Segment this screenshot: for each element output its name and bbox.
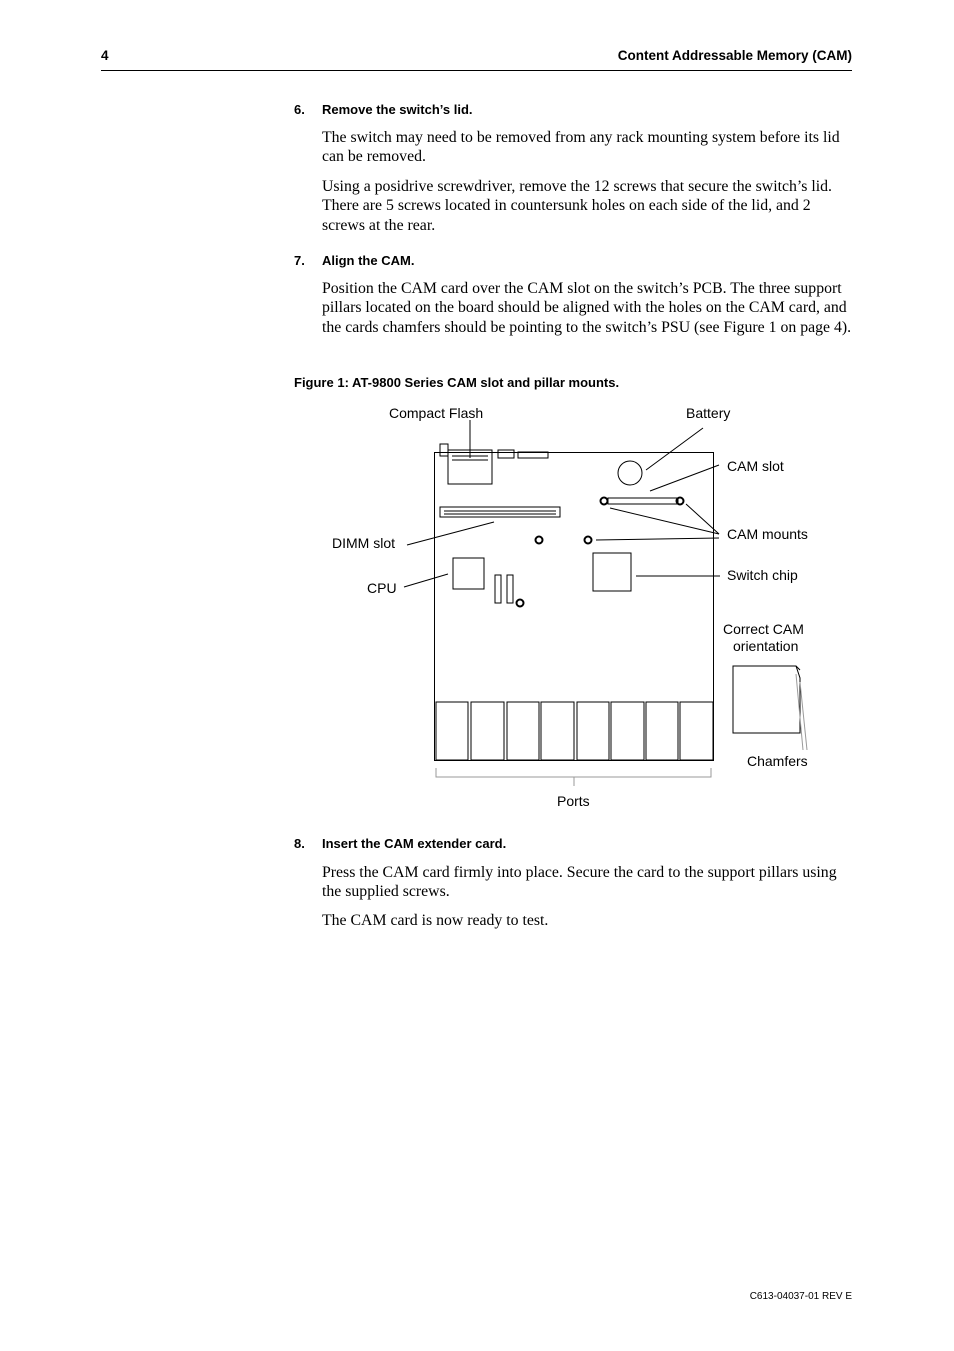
label-correct-cam-line2: orientation (733, 638, 799, 654)
port (577, 702, 609, 760)
step-title: Insert the CAM extender card. (322, 836, 507, 851)
paragraph: Press the CAM card firmly into place. Secure the card to the support pillars using the supplied screws. (322, 864, 837, 901)
pillar-mount (536, 537, 543, 544)
step-title: Remove the switch’s lid. (322, 102, 473, 117)
paragraph: Using a posidrive screwdriver, remove the 12 screws that secure the switch’s lid. There are 5 screws located in countersunk holes on each side of the lid, and 2 screws at the rear. (322, 178, 832, 234)
step-number: 8. (294, 836, 305, 851)
running-title: Content Addressable Memory (CAM) (617, 48, 852, 63)
port (541, 702, 574, 760)
port (471, 702, 504, 760)
label-correct-cam-line1: Correct CAM (723, 621, 804, 637)
port (611, 702, 644, 760)
switch-chip (593, 553, 631, 591)
label-chamfers: Chamfers (747, 753, 808, 769)
pillar-mount (517, 600, 524, 607)
cam-orientation-shape (733, 666, 800, 733)
step-number: 7. (294, 253, 305, 268)
step-number: 6. (294, 102, 305, 117)
step-title: Align the CAM. (322, 253, 415, 268)
cam-mount (601, 498, 608, 505)
label-switch-chip: Switch chip (727, 567, 798, 583)
battery (618, 461, 642, 485)
port (680, 702, 713, 760)
label-cam-mounts: CAM mounts (727, 526, 808, 542)
page-number: 4 (101, 48, 109, 63)
port (646, 702, 678, 760)
cpu-chip (453, 558, 484, 589)
paragraph: The switch may need to be removed from any rack mounting system before its lid can be removed. (322, 129, 840, 166)
step-6-heading (294, 102, 473, 117)
figure-cam-slot-diagram (320, 398, 840, 818)
step-8-heading (294, 836, 506, 851)
label-cam-slot: CAM slot (727, 458, 784, 474)
label-compact-flash: Compact Flash (389, 405, 484, 421)
label-dimm-slot: DIMM slot (332, 535, 395, 551)
document-code: C613-04037-01 REV E (749, 1291, 852, 1302)
step-7-heading (294, 253, 414, 268)
page-header (101, 48, 852, 71)
paragraph: The CAM card is now ready to test. (322, 912, 549, 929)
pillar-mount (585, 537, 592, 544)
label-cpu: CPU (367, 580, 397, 596)
cam-slot (608, 498, 678, 504)
compact-flash-tab (440, 444, 448, 456)
figure-caption: Figure 1: AT-9800 Series CAM slot and pillar mounts. (294, 375, 620, 390)
dimm-slot (440, 507, 560, 517)
label-battery: Battery (686, 405, 731, 421)
port (436, 702, 468, 760)
label-ports: Ports (557, 793, 590, 809)
port (507, 702, 539, 760)
ports-bracket (436, 768, 711, 777)
paragraph: Position the CAM card over the CAM slot on the switch’s PCB. The three support pillars located on the board should be aligned with the holes on the CAM card, and the cards chamfers should be pointing to the switch’s PSU (see Figure 1 on page 4). (322, 280, 852, 336)
